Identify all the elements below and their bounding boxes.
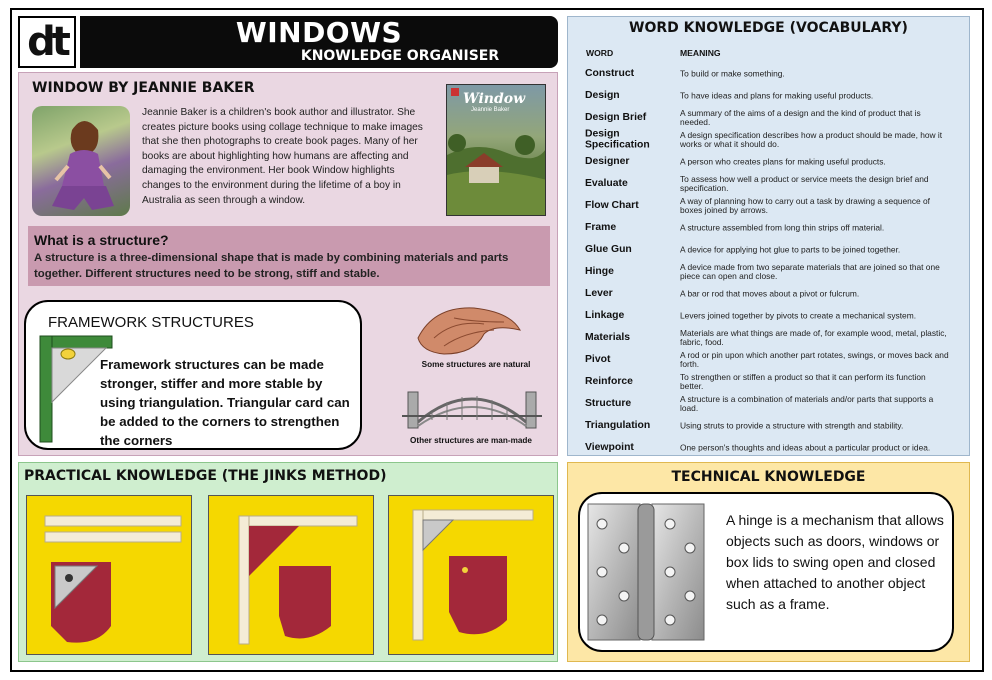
- vocab-word: Lever: [585, 287, 613, 299]
- vocab-meaning: A structure assembled from long thin strips off material.: [680, 222, 885, 233]
- vocab-row: [585, 239, 955, 261]
- book-author: Jeannie Baker: [471, 107, 510, 113]
- vocab-meaning: A structure is a combination of materials and/or parts that supports a load.: [680, 394, 934, 413]
- vocab-row: [585, 195, 955, 217]
- vocab-word: Design Brief: [585, 111, 647, 123]
- vocab-meaning: Levers joined together by pivots to create a mechanical system.: [680, 310, 917, 321]
- hinge-icon: [584, 500, 710, 644]
- vocab-meaning: A rod or pin upon which another part rotates, swings, or moves back and forth.: [680, 350, 949, 369]
- seashell-icon: [414, 298, 524, 360]
- natural-caption: Some structures are natural: [421, 360, 531, 369]
- dt-logo: dt: [18, 16, 76, 68]
- vocab-row: [585, 415, 955, 437]
- vocab-word: Hinge: [585, 265, 614, 277]
- practical-heading: PRACTICAL KNOWLEDGE (THE JINKS METHOD): [24, 468, 387, 484]
- vocab-row: [585, 437, 955, 459]
- vocab-row: [585, 349, 955, 371]
- vocab-row: [585, 327, 955, 349]
- vocab-word: Pivot: [585, 353, 611, 365]
- vocab-row: [585, 85, 955, 107]
- vocab-word: Structure: [585, 397, 632, 409]
- vocab-word: Construct: [585, 67, 635, 79]
- vocab-row: [585, 63, 955, 85]
- window-book-cover: [446, 84, 546, 216]
- framework-heading: FRAMEWORK STRUCTURES: [48, 314, 254, 331]
- vocab-word: Triangulation: [585, 419, 651, 431]
- vocab-row: [585, 393, 955, 415]
- vocab-word: Design Specification: [585, 128, 650, 150]
- jinks-step-2-photo: [208, 495, 374, 655]
- bridge-icon: [402, 382, 542, 434]
- vocab-meaning: To have ideas and plans for making useful products.: [680, 90, 874, 101]
- vocab-word: Design: [585, 89, 620, 101]
- jinks-step-3-photo: [388, 495, 554, 655]
- jinks-step-1-photo: [26, 495, 192, 655]
- structure-text: A structure is a three-dimensional shape that is made by combining materials and parts together. Different structures need to be strong, stiff and stable.: [34, 252, 509, 280]
- vocabulary-heading: WORD KNOWLEDGE (VOCABULARY): [629, 20, 908, 36]
- vocab-meaning: A summary of the aims of a design and the kind of product that is needed.: [680, 108, 921, 127]
- vocab-meaning: To build or make something.: [680, 68, 785, 79]
- vocab-word: Linkage: [585, 309, 625, 321]
- vocab-meaning: One person's thoughts and ideas about a particular product or idea.: [680, 442, 931, 453]
- vocab-meaning: Using struts to provide a structure with strength and stability.: [680, 420, 904, 431]
- vocab-word: Glue Gun: [585, 243, 632, 255]
- vocab-row: [585, 305, 955, 327]
- vocab-word: Flow Chart: [585, 199, 639, 211]
- vocab-meaning: To strengthen or stiffen a product so that it can perform its function better.: [680, 372, 926, 391]
- book-title: Window: [463, 91, 526, 107]
- vocab-word: Materials: [585, 331, 631, 343]
- vocab-word: Viewpoint: [585, 441, 634, 453]
- hinge-description: A hinge is a mechanism that allows objects such as doors, windows or box lids to swing open and closed when attached to another object such as a frame.: [726, 512, 944, 612]
- author-bio: Jeannie Baker is a children's book author and illustrator. She creates picture books using collage technique to make images that she then photographs to create book pages. Many of her books are about highlighting how humans are affecting and damaging the environment. Her book Window highlights changes to the environment during the lifetime of a boy in Australia as seen through a window.: [142, 107, 423, 206]
- framework-text: Framework structures can be made stronger, stiffer and more stable by using triangulation. Triangular card can be added to the corners to strengthen the corners: [100, 357, 350, 448]
- vocab-meaning: A device made from two separate materials that are joined so that one piece can open and close.: [680, 262, 940, 281]
- vocab-word: Reinforce: [585, 375, 633, 387]
- vocab-word: Evaluate: [585, 177, 628, 189]
- meaning-column-header: MEANING: [680, 48, 721, 58]
- vocab-meaning: A way of planning how to carry out a task by drawing a sequence of boxes joined by arrows.: [680, 196, 931, 215]
- vocab-row: [585, 107, 955, 129]
- word-column-header: WORD: [586, 48, 614, 58]
- vocab-word: Frame: [585, 221, 617, 233]
- vocab-meaning: To assess how well a product or service meets the design brief and specification.: [680, 174, 929, 193]
- vocab-row: [585, 261, 955, 283]
- vocab-meaning: A design specification describes how a product should be made, how it works or what it should do.: [680, 130, 943, 149]
- vocab-row: [585, 217, 955, 239]
- manmade-caption: Other structures are man-made: [410, 436, 532, 445]
- baker-heading: WINDOW BY JEANNIE BAKER: [32, 80, 255, 96]
- page-title: WINDOWS: [235, 16, 403, 49]
- vocab-row: [585, 283, 955, 305]
- vocab-meaning: A bar or rod that moves about a pivot or fulcrum.: [680, 288, 860, 299]
- vocab-row: [585, 371, 955, 393]
- vocab-word: Designer: [585, 155, 630, 167]
- vocab-meaning: A device for applying hot glue to parts to be joined together.: [680, 244, 901, 255]
- technical-heading: TECHNICAL KNOWLEDGE: [671, 469, 866, 485]
- structure-heading: What is a structure?: [34, 232, 169, 248]
- page-subtitle: KNOWLEDGE ORGANISER: [300, 48, 500, 64]
- vocab-row: [585, 151, 955, 173]
- vocab-meaning: A person who creates plans for making useful products.: [680, 156, 886, 167]
- vocab-row: [585, 129, 955, 151]
- author-photo: [32, 106, 130, 216]
- vocab-row: [585, 173, 955, 195]
- vocab-meaning: Materials are what things are made of, for example wood, metal, plastic, fabric, food.: [680, 328, 947, 347]
